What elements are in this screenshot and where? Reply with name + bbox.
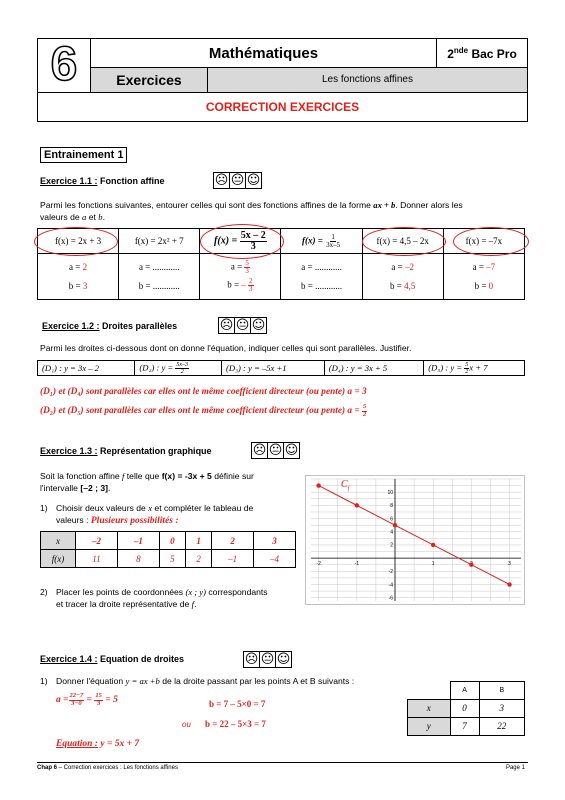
points-head-b: B bbox=[479, 682, 524, 700]
line-d4: (D₄) : y = 3x + 5 bbox=[324, 361, 424, 376]
happy-face-icon[interactable]: ☺ bbox=[251, 318, 266, 333]
blank: ............ bbox=[152, 262, 180, 272]
ex11-form: ax + b bbox=[373, 200, 396, 210]
ex14-q1-num: 1) bbox=[40, 676, 48, 686]
a-value-5: –2 bbox=[404, 262, 414, 272]
f-value-3: 5 bbox=[159, 550, 185, 568]
footer-text bbox=[37, 765, 178, 771]
sad-face-icon[interactable]: ☹ bbox=[252, 443, 267, 458]
sad-face-icon[interactable]: ☹ bbox=[214, 173, 229, 188]
ex11-text3: valeurs de bbox=[40, 212, 83, 222]
a-value-6: –7 bbox=[486, 262, 496, 272]
happy-face-icon[interactable]: ☺ bbox=[276, 652, 291, 667]
ex11-instructions bbox=[40, 199, 518, 223]
y-tick-label: 10 bbox=[387, 489, 393, 496]
happy-face-icon[interactable]: ☺ bbox=[246, 173, 261, 188]
f-value-6: –4 bbox=[254, 550, 296, 568]
neutral-face-icon[interactable]: 😐 bbox=[235, 318, 250, 333]
line-d2-cell bbox=[135, 361, 222, 376]
x-value-5: 2 bbox=[212, 532, 254, 550]
ex14-q1 bbox=[40, 676, 354, 686]
function-3-den: 3 bbox=[250, 240, 256, 252]
ex13-title-num: Exercice 1.3 : bbox=[40, 446, 98, 456]
points-head-a: A bbox=[450, 682, 479, 700]
ex14-b2: b = 22 – 5×3 = 7 bbox=[205, 719, 266, 729]
f-value-1: 11 bbox=[76, 550, 118, 568]
ex13-q2e: . bbox=[194, 599, 197, 609]
section-title: Entrainement 1 bbox=[40, 147, 127, 163]
ex14-q1b: de la droite passant par les points A et B suivants : bbox=[159, 676, 355, 686]
cf-label-f: f bbox=[347, 486, 350, 492]
y-tick-label: -6 bbox=[388, 595, 393, 602]
function-6: f(x) = –7x bbox=[465, 236, 503, 246]
level-cell bbox=[437, 39, 528, 68]
b-label: b = bbox=[390, 281, 405, 291]
line-d5-tail: x + 7 bbox=[469, 361, 488, 372]
circle-mark-6 bbox=[453, 227, 529, 256]
a-value-1: 2 bbox=[82, 262, 88, 272]
y-tick-label: 2 bbox=[390, 542, 393, 549]
footer-page: Page 1 bbox=[505, 765, 525, 771]
chapter-number: 6 bbox=[50, 38, 78, 92]
line-d5-den: 2 bbox=[465, 368, 469, 375]
footer-rule bbox=[37, 762, 528, 763]
blank: ............ bbox=[314, 262, 342, 272]
x-tick-label: 1 bbox=[431, 561, 435, 568]
chart-frame bbox=[306, 476, 525, 605]
b-label: b = bbox=[68, 281, 83, 291]
footer-desc: – Correction exercices : Les fonctions affines bbox=[57, 765, 178, 771]
y-tick-label: -4 bbox=[388, 582, 393, 589]
ex11-b: b bbox=[98, 212, 103, 222]
data-point bbox=[507, 582, 511, 586]
ex14-points-table bbox=[407, 681, 525, 736]
ex14-a-den2: 3 bbox=[97, 699, 101, 707]
topic-label: Les fonctions affines bbox=[208, 68, 528, 92]
ex14-a-eq3: = 5 bbox=[102, 695, 118, 705]
x-value-4: 1 bbox=[185, 532, 211, 550]
line-d2-num: 5x–3 bbox=[176, 361, 189, 368]
answer-cell-3 bbox=[200, 254, 281, 300]
header-table bbox=[37, 38, 528, 122]
b3-num: 2 bbox=[249, 277, 253, 285]
ex13-q2 bbox=[40, 586, 298, 609]
ex13-x: x bbox=[148, 503, 153, 513]
ex12-answer-2-text: (D₂) et (D₅) sont parallèles car elles ont le même coefficient directeur (ou pente) a = bbox=[40, 406, 362, 417]
ex14-title-text: Equation de droites bbox=[97, 654, 185, 664]
answer-cell-4 bbox=[281, 254, 362, 300]
ex13-q1c: valeurs : bbox=[56, 515, 91, 525]
data-point bbox=[316, 483, 320, 487]
ex13-f: f bbox=[122, 471, 125, 481]
x-tick-label: -1 bbox=[354, 561, 360, 568]
points-row-x-label: x bbox=[408, 699, 451, 717]
function-1: f(x) = 2x + 3 bbox=[55, 236, 102, 246]
ex13-title bbox=[40, 446, 212, 456]
a-label: a = bbox=[391, 262, 405, 272]
x-row-label: x bbox=[41, 532, 76, 550]
ex13-q2b: correspondants bbox=[205, 587, 268, 597]
ex13-possibles: Plusieurs possibilités : bbox=[90, 516, 179, 526]
circle-mark-1 bbox=[34, 227, 118, 256]
blank: ............ bbox=[315, 281, 343, 291]
correction-title: CORRECTION EXERCICES bbox=[38, 92, 528, 121]
points-a-y: 7 bbox=[450, 717, 479, 735]
ex13-smileys bbox=[251, 442, 300, 459]
ex13-coords: (x ; y) bbox=[185, 587, 206, 597]
ex13-values-table bbox=[40, 531, 296, 568]
cf-label bbox=[341, 479, 349, 492]
ex14-a-calc bbox=[56, 693, 118, 707]
ex13-intro1b: telle que bbox=[124, 471, 162, 481]
y-tick-label: -2 bbox=[388, 569, 393, 576]
f-value-5: –1 bbox=[212, 550, 254, 568]
ex14-title-num: Exercice 1.4 : bbox=[40, 654, 98, 664]
ex14-equation bbox=[56, 739, 139, 749]
a-label: a = bbox=[230, 261, 245, 272]
function-5: f(x) = 4,5 – 2x bbox=[376, 236, 429, 246]
y-tick-label: 6 bbox=[390, 516, 393, 523]
function-4-num: 1 bbox=[331, 232, 335, 241]
ex12-answer-2 bbox=[40, 404, 367, 418]
neutral-face-icon[interactable]: 😐 bbox=[268, 443, 283, 458]
ex13-q2-num: 2) bbox=[40, 587, 48, 597]
ex13-chart bbox=[305, 475, 525, 605]
line-d3: (D₃) : y = –5x +1 bbox=[221, 361, 324, 376]
ex14-title bbox=[40, 654, 184, 664]
ex14-q1a: Donner l'équation bbox=[56, 676, 126, 686]
ex13-q2c: et tracer la droite représentative de bbox=[56, 599, 192, 609]
circle-mark-5 bbox=[362, 227, 446, 256]
ex14-eq: y = ax +b bbox=[125, 676, 160, 686]
neutral-face-icon[interactable]: 😐 bbox=[260, 652, 275, 667]
ex11-title-text: Fonction affine bbox=[97, 176, 165, 186]
points-row-y-label: y bbox=[408, 717, 451, 735]
points-b-x: 3 bbox=[479, 699, 524, 717]
ex12-smileys bbox=[218, 317, 267, 334]
exercises-label: Exercices bbox=[91, 68, 208, 92]
y-tick-label: 4 bbox=[390, 529, 393, 536]
x-value-1: –2 bbox=[76, 532, 118, 550]
ex13-fx: f(x) = -3x + 5 bbox=[161, 471, 212, 481]
f-row-label: f(x) bbox=[41, 550, 76, 568]
chapter-number-cell bbox=[38, 39, 91, 93]
ex14-a-eq: a = bbox=[56, 695, 69, 705]
b-value-6: 0 bbox=[488, 281, 494, 291]
ex11-answers-row bbox=[38, 254, 525, 300]
points-b-y: 22 bbox=[479, 717, 524, 735]
ex12-instructions: Parmi les droites ci-dessous dont on donne l'équation, indiquer celles qui sont parallèles. Justifier. bbox=[40, 343, 412, 353]
ex14-equation-value: y = 5x + 7 bbox=[97, 739, 140, 749]
ex13-q1b: et compléter le tableau de bbox=[152, 503, 254, 513]
level-rest: Bac Pro bbox=[468, 46, 517, 61]
ex12-answer-2-den: 2 bbox=[362, 410, 367, 418]
function-2: f(x) = 2x² + 7 bbox=[134, 236, 184, 246]
data-point bbox=[469, 563, 473, 567]
data-point bbox=[431, 543, 435, 547]
footer-chap: Chap 6 bbox=[37, 765, 58, 771]
ex11-text2: . Donner alors les bbox=[395, 200, 463, 210]
line-d2: (D₂) : y = bbox=[139, 361, 176, 372]
sad-face-icon[interactable]: ☹ bbox=[244, 652, 259, 667]
answer-cell-5 bbox=[362, 254, 443, 300]
data-point bbox=[355, 503, 359, 507]
ex14-a-den1: 3−0 bbox=[71, 699, 82, 707]
ex12-lines-table bbox=[37, 360, 525, 376]
ex12-answer-2-num: 5 bbox=[362, 403, 367, 410]
b-value-5: 4,5 bbox=[404, 281, 416, 291]
ex12-title-text: Droites parallèles bbox=[99, 321, 178, 331]
sad-face-icon[interactable]: ☹ bbox=[219, 318, 234, 333]
answer-cell-2 bbox=[119, 254, 200, 300]
function-cell-4 bbox=[281, 229, 362, 254]
ex11-title bbox=[40, 176, 165, 186]
ex14-a-num2: 15 bbox=[95, 692, 102, 699]
x-tick-label: 3 bbox=[508, 561, 511, 568]
function-4: f(x) = bbox=[301, 235, 326, 246]
blank: ............ bbox=[152, 281, 180, 291]
ex13-q2a: Placer les points de coordonnées bbox=[56, 587, 186, 597]
ex12-answer-1: (D₁) et (D₄) sont parallèles car elles ont le même coefficient directeur (ou pente) a = 3 bbox=[40, 387, 367, 397]
x-value-3: 0 bbox=[159, 532, 185, 550]
a3-num: 5 bbox=[245, 259, 249, 267]
ex11-title-num: Exercice 1.1 : bbox=[40, 176, 98, 186]
b3-sign: – bbox=[241, 279, 249, 290]
y-tick-label: 8 bbox=[390, 503, 393, 510]
level-sup: nde bbox=[453, 45, 469, 55]
points-a-x: 0 bbox=[450, 699, 479, 717]
a3-den: 3 bbox=[245, 267, 249, 275]
subject-title: Mathématiques bbox=[91, 39, 437, 68]
answer-cell-1 bbox=[38, 254, 119, 300]
data-point bbox=[393, 523, 397, 527]
ex14-smileys bbox=[243, 651, 292, 668]
ex13-q2d: f bbox=[191, 599, 195, 609]
ex13-title-text: Représentation graphique bbox=[97, 446, 212, 456]
x-value-6: 3 bbox=[254, 532, 296, 550]
ex14-a-num1: 22−7 bbox=[69, 692, 84, 699]
a-label: a = bbox=[472, 262, 487, 272]
ex12-title bbox=[42, 321, 177, 331]
cf-label-c: C bbox=[341, 479, 348, 490]
level-main: 2 bbox=[447, 46, 454, 61]
ex13-intro1c: définie sur bbox=[211, 471, 254, 481]
line-d2-den: 2 bbox=[180, 368, 184, 375]
happy-face-icon[interactable]: ☺ bbox=[284, 443, 299, 458]
b-label: b = bbox=[227, 279, 242, 290]
ex11-et: et bbox=[86, 212, 99, 222]
ex13-intro2a: l'intervalle bbox=[40, 483, 81, 493]
x-value-2: –1 bbox=[117, 532, 159, 550]
a-label: a = bbox=[69, 262, 83, 272]
f-value-4: 2 bbox=[185, 550, 211, 568]
ex13-q1 bbox=[40, 502, 298, 526]
b-label: b = bbox=[138, 281, 153, 291]
ex13-intro2b: . bbox=[108, 483, 111, 493]
ex11-dot: . bbox=[102, 212, 105, 222]
function-4-den: 3x–5 bbox=[326, 240, 341, 249]
line-d5-cell bbox=[424, 361, 525, 376]
x-tick-label: -2 bbox=[316, 561, 321, 568]
ex13-q1-num: 1) bbox=[40, 503, 48, 513]
ex12-title-num: Exercice 1.2 : bbox=[42, 321, 100, 331]
ex13-intro1a: Soit la fonction affine bbox=[40, 471, 123, 481]
circle-mark-3 bbox=[200, 224, 284, 259]
f-value-2: 8 bbox=[117, 550, 159, 568]
ex13-intro bbox=[40, 470, 298, 494]
ex14-equation-label: Equation : bbox=[56, 739, 98, 749]
line-d5: (D₅) : y = bbox=[428, 361, 465, 372]
points-head-empty bbox=[408, 682, 451, 700]
b3-den: 3 bbox=[249, 285, 253, 293]
ex13-q1a: Choisir deux valeurs de bbox=[56, 503, 149, 513]
ex11-a: a bbox=[82, 212, 87, 222]
function-3-num: 5x – 2 bbox=[240, 229, 266, 241]
neutral-face-icon[interactable]: 😐 bbox=[230, 173, 245, 188]
function-3: f(x) = bbox=[214, 235, 240, 247]
line-d1: (D₁) : y = 3x – 2 bbox=[38, 361, 135, 376]
line-d5-num: 5 bbox=[465, 361, 469, 368]
ex14-a-eq2: = bbox=[84, 695, 95, 705]
a-label: a = bbox=[301, 262, 315, 272]
ex13-interval: [–2 ; 3] bbox=[80, 483, 109, 493]
a-label: a = bbox=[138, 262, 153, 272]
ex14-b1: b = 7 – 5×0 = 7 bbox=[209, 699, 266, 709]
b-label: b = bbox=[301, 281, 316, 291]
function-cell-2 bbox=[119, 229, 200, 254]
ex11-text1: Parmi les fonctions suivantes, entourer celles qui sont des fonctions affines de la forme bbox=[40, 200, 374, 210]
answer-cell-6 bbox=[443, 254, 524, 300]
b-value-1: 3 bbox=[82, 281, 88, 291]
ex11-smileys bbox=[213, 172, 262, 189]
ex14-ou: ou bbox=[182, 719, 191, 729]
b-label: b = bbox=[474, 281, 489, 291]
